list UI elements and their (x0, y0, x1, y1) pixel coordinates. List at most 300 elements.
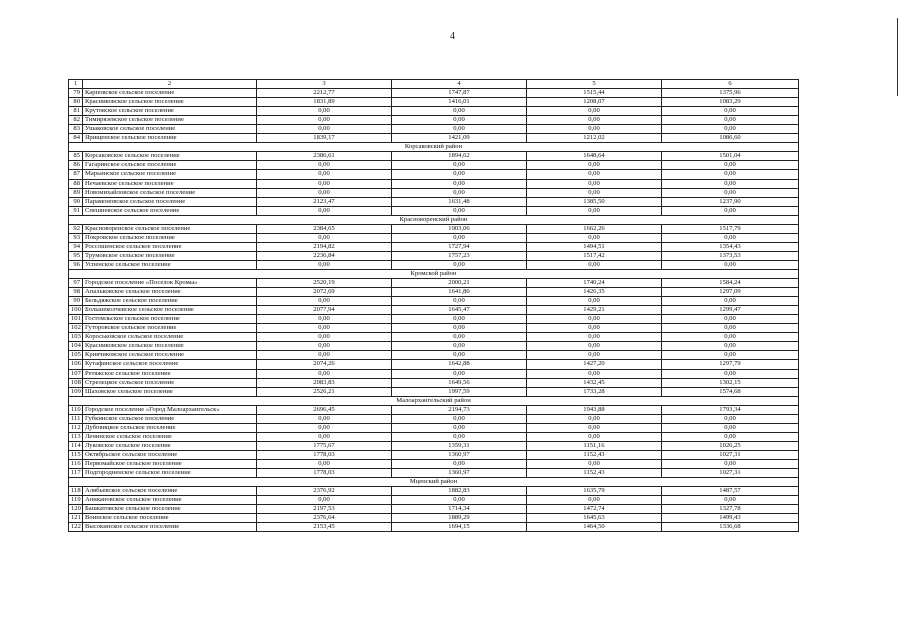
value-cell: 1839,17 (257, 134, 392, 143)
value-cell: 1775,67 (257, 441, 392, 450)
settlement-name: Карповское сельское поселение (83, 89, 257, 98)
value-cell: 0,00 (392, 333, 527, 342)
value-cell: 2077,94 (257, 306, 392, 315)
value-cell: 1327,78 (662, 505, 799, 514)
table-row (69, 360, 799, 369)
value-cell: 0,00 (392, 496, 527, 505)
row-number: 109 (69, 387, 83, 396)
value-cell: 0,00 (662, 233, 799, 242)
column-number: 6 (662, 80, 799, 89)
settlement-name: Марьинское сельское поселение (83, 170, 257, 179)
value-cell: 2696,45 (257, 405, 392, 414)
table-row (69, 351, 799, 360)
value-cell: 2072,69 (257, 288, 392, 297)
row-number: 118 (69, 487, 83, 496)
value-cell: 1385,50 (527, 197, 662, 206)
value-cell: 1499,43 (662, 514, 799, 523)
value-cell: 0,00 (392, 188, 527, 197)
value-cell: 1026,25 (662, 441, 799, 450)
value-cell: 0,00 (257, 496, 392, 505)
value-cell: 0,00 (527, 496, 662, 505)
settlement-name: Кривчиковское сельское поселение (83, 351, 257, 360)
value-cell: 1237,90 (662, 197, 799, 206)
table-row (69, 179, 799, 188)
value-cell: 0,00 (527, 414, 662, 423)
settlement-name: Спешневское сельское поселение (83, 206, 257, 215)
value-cell: 1359,31 (392, 441, 527, 450)
value-cell: 0,00 (662, 297, 799, 306)
value-cell: 1151,16 (527, 441, 662, 450)
settlement-name: Кутафинское сельское поселение (83, 360, 257, 369)
margin-rule (897, 18, 898, 96)
value-cell: 0,00 (392, 324, 527, 333)
row-number: 112 (69, 423, 83, 432)
value-cell: 1631,48 (392, 197, 527, 206)
row-number: 101 (69, 315, 83, 324)
row-number: 89 (69, 188, 83, 197)
value-cell: 0,00 (527, 351, 662, 360)
column-number-row (69, 80, 799, 89)
column-number: 5 (527, 80, 662, 89)
value-cell: 0,00 (662, 161, 799, 170)
settlement-name: Крутовское сельское поселение (83, 107, 257, 116)
district-row (69, 478, 799, 487)
table-row (69, 378, 799, 387)
value-cell: 1882,83 (392, 487, 527, 496)
value-cell: 0,00 (392, 125, 527, 134)
value-cell: 0,00 (527, 324, 662, 333)
value-cell: 0,00 (527, 297, 662, 306)
value-cell: 0,00 (527, 423, 662, 432)
value-cell: 2123,47 (257, 197, 392, 206)
value-cell: 0,00 (662, 496, 799, 505)
row-number: 119 (69, 496, 83, 505)
value-cell: 1778,03 (257, 469, 392, 478)
settlement-name: Ленинское сельское поселение (83, 432, 257, 441)
row-number: 92 (69, 224, 83, 233)
value-cell: 0,00 (662, 206, 799, 215)
value-cell: 2376,64 (257, 514, 392, 523)
value-cell: 1427,20 (527, 360, 662, 369)
settlement-name: Красноворенское сельское поселение (83, 224, 257, 233)
value-cell: 0,00 (257, 351, 392, 360)
value-cell: 0,00 (662, 260, 799, 269)
value-cell: 0,00 (257, 170, 392, 179)
value-cell: 2197,53 (257, 505, 392, 514)
value-cell: 1635,79 (527, 487, 662, 496)
value-cell: 1375,96 (662, 89, 799, 98)
settlement-name: Корсаковское сельское поселение (83, 152, 257, 161)
row-number: 107 (69, 369, 83, 378)
value-cell: 0,00 (257, 179, 392, 188)
value-cell: 0,00 (527, 170, 662, 179)
settlement-name: Ярищенское сельское поселение (83, 134, 257, 143)
row-number: 84 (69, 134, 83, 143)
value-cell: 1027,31 (662, 450, 799, 459)
value-cell: 0,00 (392, 351, 527, 360)
value-cell: 0,00 (257, 342, 392, 351)
value-cell: 2074,26 (257, 360, 392, 369)
value-cell: 1641,80 (392, 288, 527, 297)
value-cell: 1432,45 (527, 378, 662, 387)
value-cell: 2000,21 (392, 279, 527, 288)
table-row (69, 369, 799, 378)
value-cell: 1426,35 (527, 288, 662, 297)
row-number: 96 (69, 260, 83, 269)
settlement-name: Ушаковское сельское поселение (83, 125, 257, 134)
table-row (69, 405, 799, 414)
settlement-name: Новомихайловское сельское поселение (83, 188, 257, 197)
value-cell: 1152,43 (527, 450, 662, 459)
value-cell: 0,00 (662, 369, 799, 378)
value-cell: 0,00 (527, 206, 662, 215)
value-cell: 0,00 (527, 125, 662, 134)
settlement-name: Луковское сельское поселение (83, 441, 257, 450)
table-row (69, 206, 799, 215)
column-number: 1 (69, 80, 83, 89)
district-title: Кромской район (69, 269, 799, 278)
table-row (69, 423, 799, 432)
row-number: 116 (69, 459, 83, 468)
settlement-name: Алябьевское сельское поселение (83, 487, 257, 496)
value-cell: 0,00 (257, 297, 392, 306)
value-cell: 1747,87 (392, 89, 527, 98)
value-cell: 1494,51 (527, 242, 662, 251)
value-cell: 0,00 (392, 414, 527, 423)
table-row (69, 224, 799, 233)
value-cell: 1727,94 (392, 242, 527, 251)
column-number: 3 (257, 80, 392, 89)
settlement-name: Ретяжское сельское поселение (83, 369, 257, 378)
value-cell: 2384,65 (257, 224, 392, 233)
value-cell: 1027,31 (662, 469, 799, 478)
value-cell: 0,00 (527, 233, 662, 242)
value-cell: 1472,74 (527, 505, 662, 514)
value-cell: 1714,34 (392, 505, 527, 514)
row-number: 82 (69, 116, 83, 125)
row-number: 108 (69, 378, 83, 387)
table-row (69, 170, 799, 179)
row-number: 85 (69, 152, 83, 161)
value-cell: 0,00 (257, 333, 392, 342)
row-number: 111 (69, 414, 83, 423)
value-cell: 0,00 (257, 188, 392, 197)
value-cell: 1360,97 (392, 469, 527, 478)
table-row (69, 197, 799, 206)
table-body (69, 80, 799, 532)
value-cell: 1360,97 (392, 450, 527, 459)
district-title: Мценский район (69, 478, 799, 487)
row-number: 93 (69, 233, 83, 242)
settlement-name: Аникановское сельское поселение (83, 496, 257, 505)
value-cell: 0,00 (527, 333, 662, 342)
page-number: 4 (450, 31, 455, 42)
settlement-name: Бельдяжское сельское поселение (83, 297, 257, 306)
district-row (69, 143, 799, 152)
value-cell: 0,00 (392, 315, 527, 324)
value-cell: 0,00 (527, 107, 662, 116)
row-number: 98 (69, 288, 83, 297)
value-cell: 1302,15 (662, 378, 799, 387)
table-row (69, 432, 799, 441)
district-title: Корсаковский район (69, 143, 799, 152)
row-number: 88 (69, 179, 83, 188)
table-row (69, 315, 799, 324)
value-cell: 0,00 (662, 125, 799, 134)
row-number: 97 (69, 279, 83, 288)
table-row (69, 260, 799, 269)
table-row (69, 487, 799, 496)
district-row (69, 215, 799, 224)
row-number: 79 (69, 89, 83, 98)
value-cell: 0,00 (392, 170, 527, 179)
value-cell: 1517,42 (527, 251, 662, 260)
value-cell: 1212,02 (527, 134, 662, 143)
settlement-name: Красниковское сельское поселение (83, 98, 257, 107)
row-number: 117 (69, 469, 83, 478)
value-cell: 0,00 (392, 179, 527, 188)
settlement-name: Короськовское сельское поселение (83, 333, 257, 342)
value-cell: 1903,06 (392, 224, 527, 233)
table-row (69, 414, 799, 423)
value-cell: 0,00 (662, 324, 799, 333)
value-cell: 1501,04 (662, 152, 799, 161)
table-row (69, 251, 799, 260)
value-cell: 0,00 (527, 188, 662, 197)
table-row (69, 134, 799, 143)
value-cell: 0,00 (392, 423, 527, 432)
settlement-name: Дубовицкое сельское поселение (83, 423, 257, 432)
value-cell: 0,00 (257, 260, 392, 269)
table-row (69, 288, 799, 297)
row-number: 81 (69, 107, 83, 116)
value-cell: 1152,43 (527, 469, 662, 478)
table-row (69, 107, 799, 116)
value-cell: 2376,92 (257, 487, 392, 496)
value-cell: 1336,68 (662, 523, 799, 532)
row-number: 102 (69, 324, 83, 333)
value-cell: 1584,24 (662, 279, 799, 288)
value-cell: 0,00 (662, 459, 799, 468)
value-cell: 0,00 (662, 342, 799, 351)
table-row (69, 514, 799, 523)
value-cell: 2153,45 (257, 523, 392, 532)
row-number: 114 (69, 441, 83, 450)
value-cell: 1997,59 (392, 387, 527, 396)
row-number: 113 (69, 432, 83, 441)
settlement-name: Башкатовское сельское поселение (83, 505, 257, 514)
settlement-name: Парамоновское сельское поселение (83, 197, 257, 206)
value-cell: 1297,79 (662, 360, 799, 369)
value-cell: 1487,57 (662, 487, 799, 496)
value-cell: 0,00 (527, 260, 662, 269)
table-row (69, 188, 799, 197)
value-cell: 1464,50 (527, 523, 662, 532)
value-cell: 0,00 (662, 170, 799, 179)
table-row (69, 125, 799, 134)
settlement-name: Тимирязевское сельское поселение (83, 116, 257, 125)
value-cell: 0,00 (527, 315, 662, 324)
value-cell: 1943,88 (527, 405, 662, 414)
settlement-name: Успенское сельское поселение (83, 260, 257, 269)
settlement-name: Губкинское сельское поселение (83, 414, 257, 423)
value-cell: 0,00 (392, 233, 527, 242)
value-cell: 2194,73 (392, 405, 527, 414)
row-number: 91 (69, 206, 83, 215)
value-cell: 1649,56 (392, 378, 527, 387)
value-cell: 1645,63 (527, 514, 662, 523)
value-cell: 0,00 (527, 179, 662, 188)
value-cell: 0,00 (392, 260, 527, 269)
value-cell: 1354,43 (662, 242, 799, 251)
table-row (69, 116, 799, 125)
table-row (69, 333, 799, 342)
row-number: 83 (69, 125, 83, 134)
value-cell: 0,00 (392, 161, 527, 170)
table-row (69, 297, 799, 306)
settlement-name: Подгородненское сельское поселение (83, 469, 257, 478)
value-cell: 2083,83 (257, 378, 392, 387)
table-row (69, 233, 799, 242)
row-number: 115 (69, 450, 83, 459)
table-row (69, 523, 799, 532)
value-cell: 0,00 (662, 414, 799, 423)
settlement-name: Стрелецкое сельское поселение (83, 378, 257, 387)
value-cell: 0,00 (257, 369, 392, 378)
row-number: 94 (69, 242, 83, 251)
table-row (69, 98, 799, 107)
settlement-name: Городское поселение «Город Малоархангельск» (83, 405, 257, 414)
value-cell: 1648,64 (527, 152, 662, 161)
table-row (69, 469, 799, 478)
district-title: Красноворенский район (69, 215, 799, 224)
value-cell: 1778,03 (257, 450, 392, 459)
settlement-name: Большеколчевское сельское поселение (83, 306, 257, 315)
table-row (69, 161, 799, 170)
value-cell: 1642,88 (392, 360, 527, 369)
value-cell: 0,00 (662, 107, 799, 116)
value-cell: 1645,47 (392, 306, 527, 315)
value-cell: 0,00 (392, 342, 527, 351)
row-number: 87 (69, 170, 83, 179)
value-cell: 0,00 (662, 116, 799, 125)
value-cell: 0,00 (527, 116, 662, 125)
value-cell: 1086,60 (662, 134, 799, 143)
value-cell: 0,00 (662, 179, 799, 188)
value-cell: 1733,28 (527, 387, 662, 396)
settlement-name: Городское поселение «Поселок Кромы» (83, 279, 257, 288)
value-cell: 0,00 (662, 333, 799, 342)
value-cell: 0,00 (527, 161, 662, 170)
value-cell: 1574,68 (662, 387, 799, 396)
district-row (69, 269, 799, 278)
settlement-name: Красниковское сельское поселение (83, 342, 257, 351)
row-number: 110 (69, 405, 83, 414)
value-cell: 0,00 (662, 315, 799, 324)
value-cell: 0,00 (662, 188, 799, 197)
value-cell: 0,00 (257, 116, 392, 125)
value-cell: 0,00 (257, 161, 392, 170)
table-row (69, 459, 799, 468)
value-cell: 0,00 (392, 206, 527, 215)
table-row (69, 496, 799, 505)
row-number: 100 (69, 306, 83, 315)
value-cell: 0,00 (527, 369, 662, 378)
value-cell: 0,00 (257, 414, 392, 423)
value-cell: 0,00 (392, 369, 527, 378)
value-cell: 0,00 (662, 423, 799, 432)
settlement-name: Воинское сельское поселение (83, 514, 257, 523)
value-cell: 1515,44 (527, 89, 662, 98)
settlement-name: Трумовское сельское поселение (83, 251, 257, 260)
value-cell: 0,00 (392, 116, 527, 125)
value-cell: 0,00 (392, 432, 527, 441)
row-number: 121 (69, 514, 83, 523)
table-row (69, 450, 799, 459)
table-row (69, 152, 799, 161)
value-cell: 2236,84 (257, 251, 392, 260)
settlement-name: Гуторовское сельское поселение (83, 324, 257, 333)
value-cell: 1757,23 (392, 251, 527, 260)
table-row (69, 342, 799, 351)
value-cell: 1421,09 (392, 134, 527, 143)
value-cell: 1662,26 (527, 224, 662, 233)
value-cell: 2194,82 (257, 242, 392, 251)
column-number: 4 (392, 80, 527, 89)
value-cell: 0,00 (257, 324, 392, 333)
value-cell: 1889,29 (392, 514, 527, 523)
table-row (69, 441, 799, 450)
row-number: 106 (69, 360, 83, 369)
settlement-name: Шаховское сельское поселение (83, 387, 257, 396)
row-number: 90 (69, 197, 83, 206)
value-cell: 1297,09 (662, 288, 799, 297)
settlement-name: Высокинское сельское поселение (83, 523, 257, 532)
value-cell: 0,00 (257, 107, 392, 116)
district-row (69, 396, 799, 405)
row-number: 120 (69, 505, 83, 514)
table-row (69, 324, 799, 333)
table-row (69, 242, 799, 251)
settlement-name: Апальковское сельское поселение (83, 288, 257, 297)
settlements-table (68, 79, 799, 532)
row-number: 95 (69, 251, 83, 260)
value-cell: 1831,89 (257, 98, 392, 107)
value-cell: 1429,21 (527, 306, 662, 315)
value-cell: 0,00 (392, 459, 527, 468)
table-row (69, 387, 799, 396)
value-cell: 2386,61 (257, 152, 392, 161)
row-number: 103 (69, 333, 83, 342)
row-number: 105 (69, 351, 83, 360)
column-number: 2 (83, 80, 257, 89)
value-cell: 2526,21 (257, 387, 392, 396)
value-cell: 0,00 (662, 432, 799, 441)
value-cell: 1894,62 (392, 152, 527, 161)
row-number: 99 (69, 297, 83, 306)
value-cell: 1694,15 (392, 523, 527, 532)
settlement-name: Россошенское сельское поселение (83, 242, 257, 251)
value-cell: 0,00 (257, 206, 392, 215)
value-cell: 0,00 (392, 297, 527, 306)
settlement-name: Первомайское сельское поселение (83, 459, 257, 468)
value-cell: 0,00 (257, 125, 392, 134)
table-row (69, 279, 799, 288)
value-cell: 1208,07 (527, 98, 662, 107)
value-cell: 1083,29 (662, 98, 799, 107)
value-cell: 1793,34 (662, 405, 799, 414)
value-cell: 0,00 (392, 107, 527, 116)
